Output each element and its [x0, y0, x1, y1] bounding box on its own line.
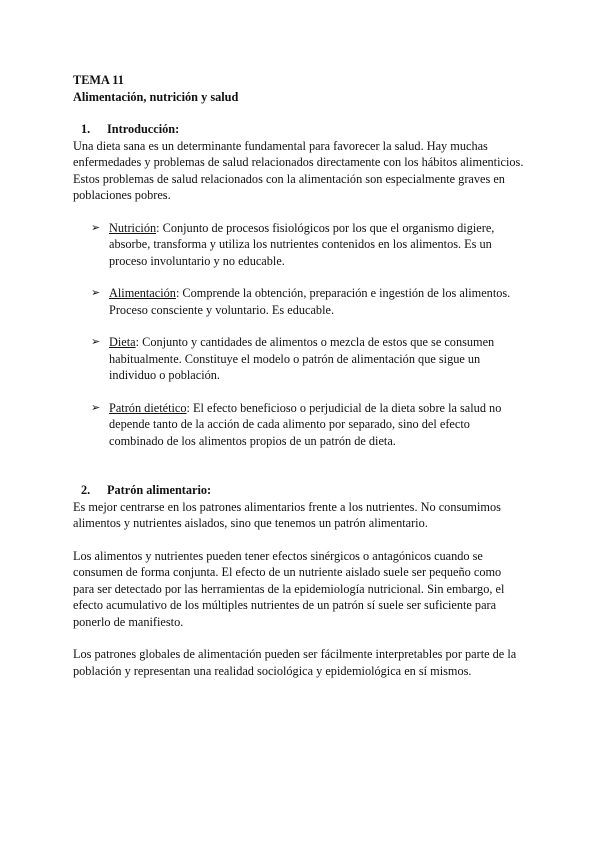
definition-text: : Conjunto de procesos fisiológicos por los que el organismo digiere, absorbe, transforma y utiliza los nutrientes contenidos en los alimentos. Es un proceso involuntario y no educable. — [109, 220, 495, 268]
arrowhead-bullet-icon: ➢ — [91, 221, 101, 234]
document-content — [73, 72, 525, 679]
section-number: 2. — [81, 483, 91, 497]
definition-list — [73, 220, 525, 450]
term-patron-dietetico: Patrón dietético — [109, 400, 187, 415]
section-paragraph: Los alimentos y nutrientes pueden tener efectos sinérgicos o antagónicos cuando se consumen de forma conjunta. El efecto de un nutriente aislado suele ser pequeño como para ser detectado por las herramientas de la epidemiología nutricional. Sin embargo, el efecto acumulativo de los múltiples nutrientes de un patrón sí suele ser suficiente para ponerlo de manifiesto. — [73, 548, 505, 629]
section-heading-patron-alimentario — [73, 482, 525, 499]
list-item-dieta — [73, 334, 525, 384]
section-number: 1. — [81, 122, 91, 136]
arrowhead-bullet-icon: ➢ — [91, 401, 101, 414]
definition-text: : El efecto beneficioso o perjudicial de la dieta sobre la salud no depende tanto de la acción de cada alimento por separado, sino del efecto combinado de los alimentos propios de un patrón de dieta. — [109, 400, 502, 448]
list-item-alimentacion — [73, 285, 525, 318]
section-heading-introduccion — [73, 121, 525, 138]
term-dieta: Dieta — [109, 335, 136, 349]
section-title: Introducción: — [107, 122, 180, 136]
section-title: Patrón alimentario: — [107, 483, 212, 497]
arrowhead-bullet-icon: ➢ — [91, 287, 101, 299]
arrowhead-bullet-icon: ➢ — [91, 336, 101, 348]
definition-text: : Conjunto y cantidades de alimentos o mezcla de estos que se consumen habitualmente. Constituye el modelo o patrón de alimentación que sigue un individuo o población. — [109, 335, 495, 382]
document-subtitle: Alimentación, nutrición y salud — [73, 89, 239, 104]
document-title: TEMA 11 — [73, 73, 124, 87]
list-item-nutricion — [73, 220, 525, 270]
section-paragraph: Una dieta sana es un determinante fundamental para favorecer la salud. Hay muchas enfermedades y problemas de salud relacionados directamente con los hábitos alimenticios. Estos problemas de salud relacionados con la alimentación son especialmente graves en poblaciones pobres. — [73, 138, 524, 202]
section-paragraph: Es mejor centrarse en los patrones alimentarios frente a los nutrientes. No consumimos alimentos y nutrientes aislados, sino que tenemos un patrón alimentario. — [73, 499, 501, 530]
section-paragraph: Los patrones globales de alimentación pueden ser fácilmente interpretables por parte de la población y representan una realidad sociológica y epidemiológica en sí mismos. — [73, 647, 517, 678]
definition-text: : Comprende la obtención, preparación e ingestión de los alimentos. Proceso consciente y voluntario. Es educable. — [109, 286, 511, 317]
term-nutricion: Nutrición — [109, 220, 157, 235]
term-alimentacion: Alimentación — [109, 286, 176, 300]
list-item-patron-dietetico — [73, 400, 525, 450]
